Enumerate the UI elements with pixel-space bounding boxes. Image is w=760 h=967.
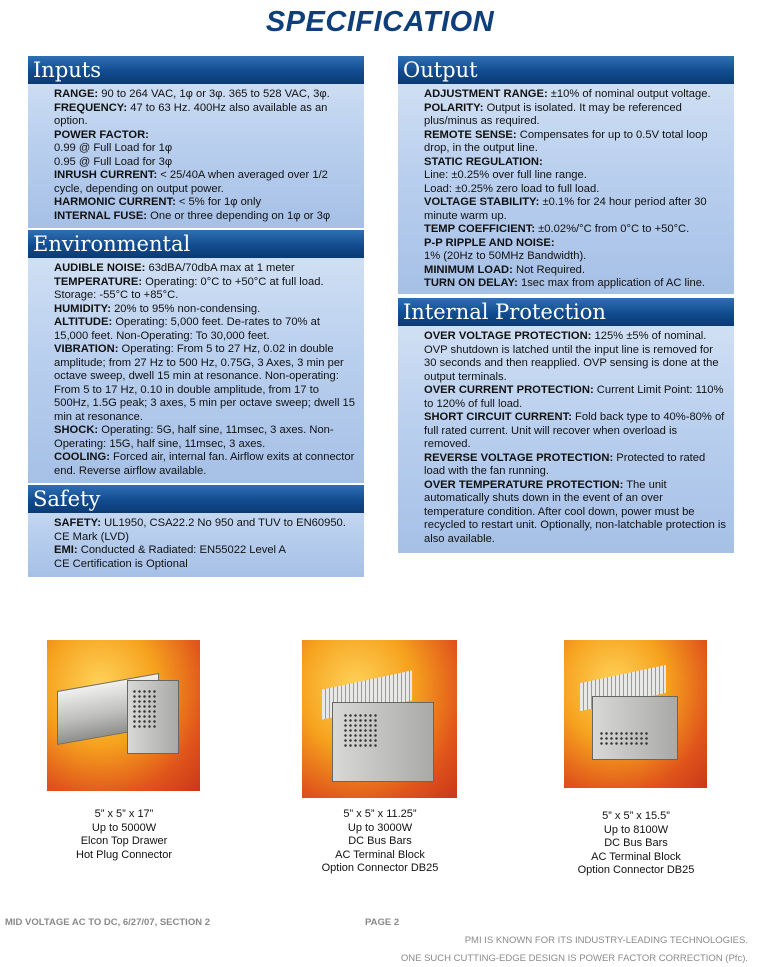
fan-grille xyxy=(132,689,158,729)
product-photo-2 xyxy=(302,640,457,798)
product-photo-3 xyxy=(564,640,707,788)
output-heading: Output xyxy=(398,56,734,84)
psu-front-panel xyxy=(127,680,179,754)
page-title: SPECIFICATION xyxy=(265,6,495,38)
terminal-block xyxy=(599,731,649,745)
psu-front-panel xyxy=(332,702,434,782)
inputs-panel xyxy=(28,56,364,228)
protection-panel xyxy=(398,298,734,553)
product-photo-1 xyxy=(47,640,200,791)
environmental-heading: Environmental xyxy=(28,230,364,258)
footer-doc-info: MID VOLTAGE AC TO DC, 6/27/07, SECTION 2 xyxy=(5,917,210,928)
footer-tagline-2: ONE SUCH CUTTING-EDGE DESIGN IS POWER FACTOR CORRECTION (Pfc). xyxy=(400,953,748,964)
inputs-body: RANGE: 90 to 264 VAC, 1φ or 3φ. 365 to 528 VAC, 3φ. FREQUENCY: 47 to 63 Hz. 400Hz also available as an option. POWER FACTOR: 0.99 @ Full Load for 1φ 0.95 @ Full Load for 3φ INRUSH CURRENT: < 25/40A when averaged over 1/2 cycle, depending on output power. HARMONIC CURRENT: < 5% for 1φ only INTERNAL FUSE: One or three depending on 1φ or 3φ xyxy=(54,88,331,222)
safety-body: SAFETY: UL1950, CSA22.2 No 950 and TUV to EN60950. CE Mark (LVD) EMI: Conducted & Radiated: EN55022 Level A CE Certification is Optional xyxy=(54,517,346,570)
output-body: ADJUSTMENT RANGE: ±10% of nominal output voltage. POLARITY: Output is isolated. It may be referenced plus/minus as required. REMOTE SENSE: Compensates for up to 0.5V total loop drop, in the output line. STATIC REGULATION: Line: ±0.25% over full line range. Load: ±0.25% zero load to full load. VOLTAGE STABILITY: ±0.1% for 24 hour period after 30 minute warm up. TEMP COEFFICIENT: ±0.02%/°C from 0°C to +50°C. P-P RIPPLE AND NOISE: 1% (20Hz to 50MHz Bandwidth). MINIMUM LOAD: Not Required. TURN ON DELAY: 1sec max from application of AC line. xyxy=(424,88,711,289)
footer-page-number: PAGE 2 xyxy=(365,917,400,928)
product-caption-1: 5” x 5” x 17” Up to 5000W Elcon Top Drawer Hot Plug Connector xyxy=(76,808,172,861)
environmental-panel xyxy=(28,230,364,483)
safety-heading: Safety xyxy=(28,485,364,513)
fan-grille xyxy=(343,713,377,747)
output-panel xyxy=(398,56,734,294)
environmental-body: AUDIBLE NOISE: 63dBA/70dbA max at 1 meter TEMPERATURE: Operating: 0°C to +50°C at full load. Storage: -55°C to +85°C. HUMIDITY: 20% to 95% non-condensing. ALTITUDE: Operating: 5,000 feet. De-rates to 70% at 15,000 feet. Non-Operating: To 30,000 feet. VIBRATION: Operating: From 5 to 27 Hz, 0.02 in double amplitude; from 27 Hz to 500 Hz, 0.75G, 3 Axes, 3 min per octave sweep, dwell 15 min at resonance. Non-operating: From 5 to 17 Hz, 0.10 in double amplitude, from 17 to 500Hz, 1.5G peak; 3 axes, 5 min per octave sweep; dwell 15 min at resonance. SHOCK: Operating: 5G, half sine, 11msec, 3 axes. Non-Operating: 15G, half sine, 11msec, 3 axes. COOLING: Forced air, internal fan. Airflow exits at connector end. Reverse airflow available. xyxy=(54,262,355,477)
product-caption-2: 5” x 5” x 11.25” Up to 3000W DC Bus Bars AC Terminal Block Option Connector DB25 xyxy=(321,808,439,874)
protection-body: OVER VOLTAGE PROTECTION: 125% ±5% of nominal. OVP shutdown is latched until the input line is removed for 30 seconds and then reapplied. OVP sensing is done at the output terminals. OVER CURRENT PROTECTION: Current Limit Point: 110% to 120% of full load. SHORT CIRCUIT CURRENT: Fold back type to 40%-80% of full rated current. Unit will recover when overload is removed. REVERSE VOLTAGE PROTECTION: Protected to rated load with the fan running. OVER TEMPERATURE PROTECTION: The unit automatically shuts down in the event of an over temperature condition. After cool down, power must be recycled to restart unit. Optionally, non-latchable protection is also available. xyxy=(424,330,727,545)
footer-tagline-1: PMI IS KNOWN FOR ITS INDUSTRY-LEADING TECHNOLOGIES. xyxy=(464,935,748,946)
safety-panel xyxy=(28,485,364,577)
inputs-heading: Inputs xyxy=(28,56,364,84)
protection-heading: Internal Protection xyxy=(398,298,734,326)
psu-front-panel xyxy=(592,696,678,760)
product-caption-3: 5” x 5” x 15.5” Up to 8100W DC Bus Bars AC Terminal Block Option Connector DB25 xyxy=(577,810,695,876)
